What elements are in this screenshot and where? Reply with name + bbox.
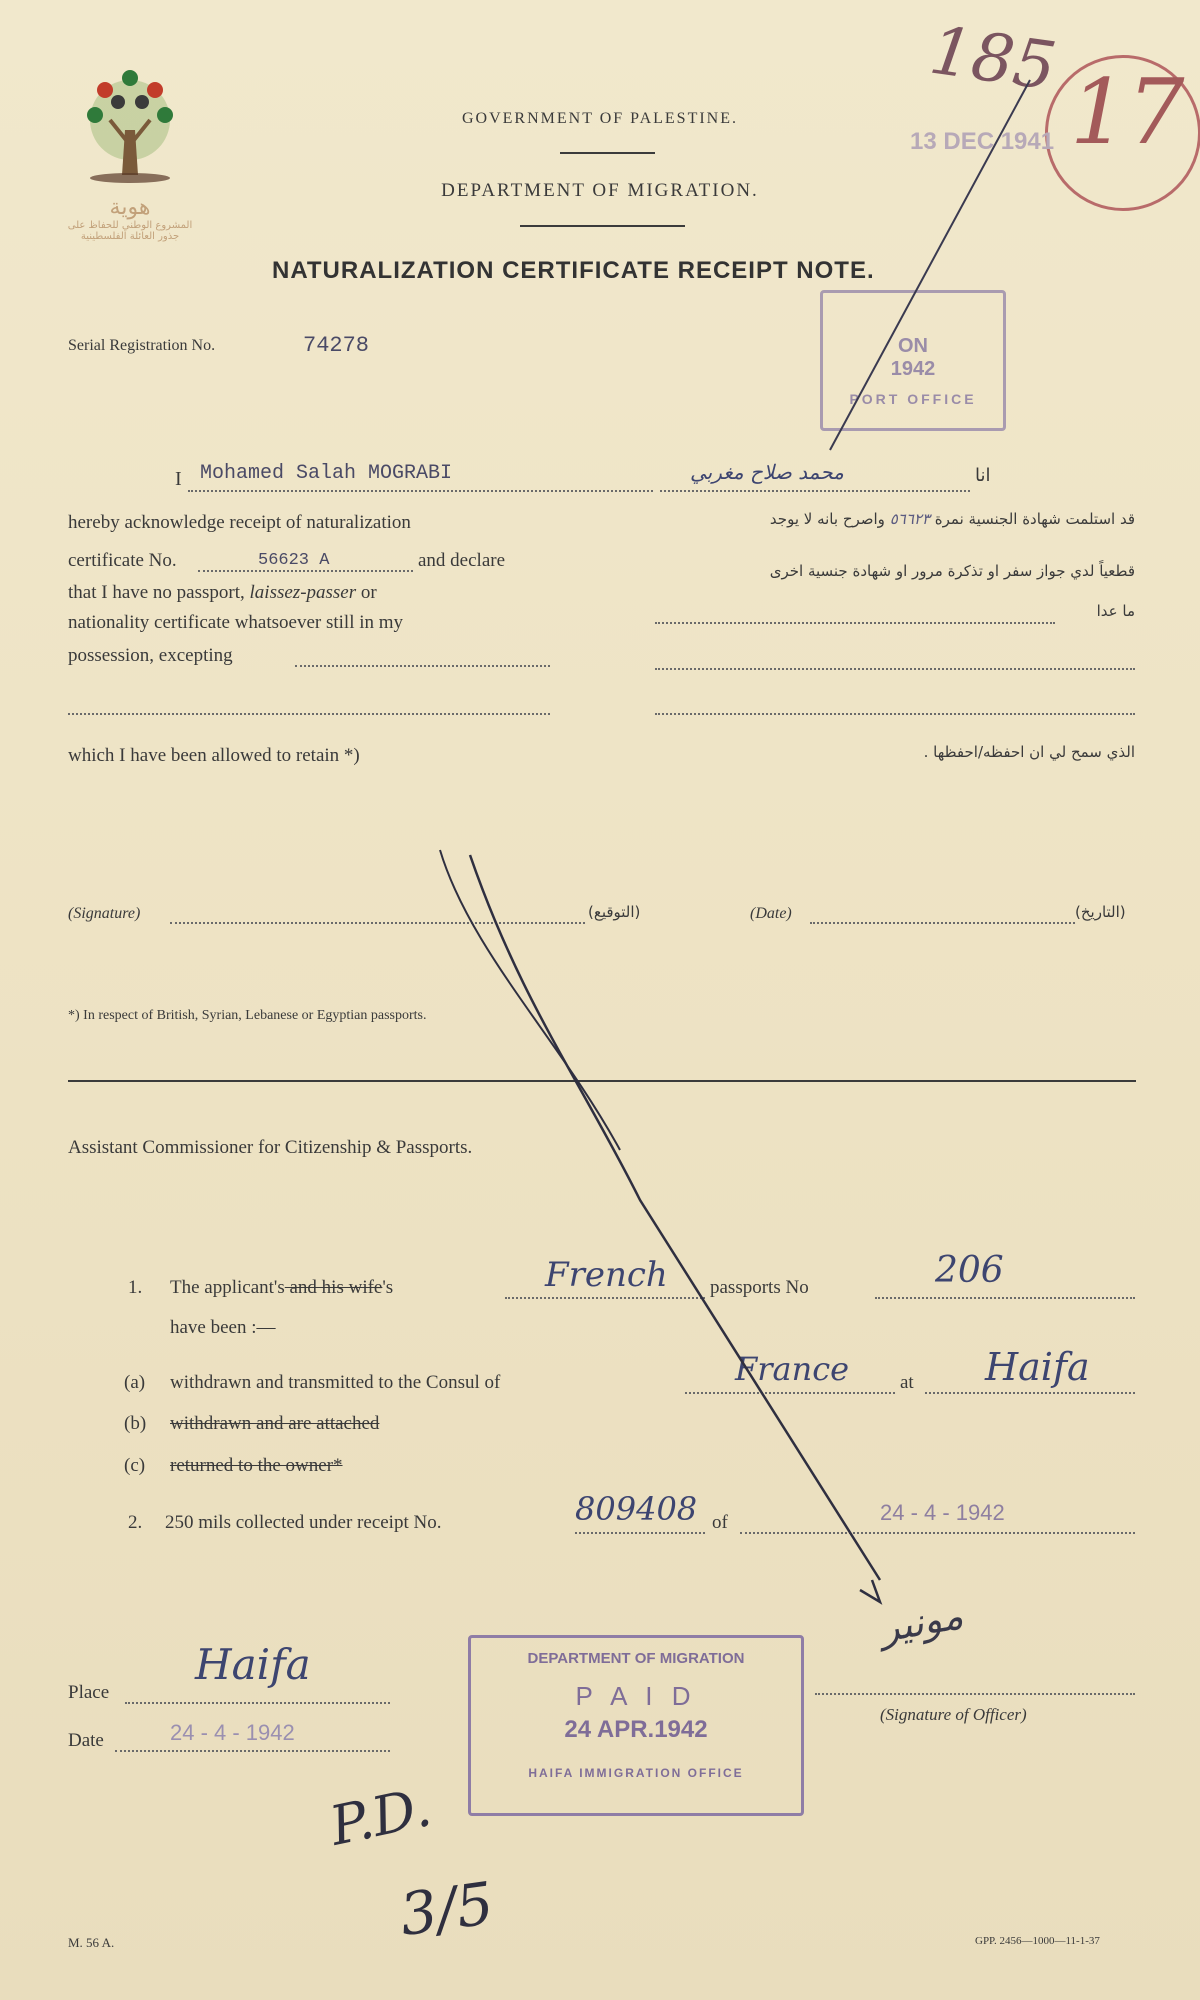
excepting-line-2 <box>68 713 550 715</box>
date-bottom-value: 24 - 4 - 1942 <box>170 1720 295 1745</box>
department-heading: DEPARTMENT OF MIGRATION. <box>441 180 759 201</box>
item1-possessive: 's <box>382 1277 394 1298</box>
paid-stamp-line3: 24 APR.1942 <box>564 1716 708 1743</box>
ana-label: انا <box>975 465 991 486</box>
laissez-passer-text: laissez-passer <box>249 582 357 603</box>
paid-stamp <box>468 1635 804 1816</box>
officer-line <box>815 1693 1135 1695</box>
decl-line-3-text: that I have no passport, <box>68 582 245 603</box>
decl-line-3-end: or <box>360 582 377 603</box>
folio-number: 3/5 <box>395 1868 498 1950</box>
place-label: Place <box>68 1682 110 1703</box>
signature-line <box>170 922 585 924</box>
name-ar-line <box>660 490 970 492</box>
receipt-date-line <box>740 1532 1135 1534</box>
applicant-name-ar: محمد صلاح مغربي <box>690 460 844 484</box>
signature-label: (Signature) <box>68 905 141 922</box>
item-a-label: (a) <box>124 1372 146 1393</box>
name-line <box>188 490 653 492</box>
item-b-text: withdrawn and are attached <box>170 1413 380 1434</box>
receipt-date: 24 - 4 - 1942 <box>880 1500 1005 1525</box>
tree-logo <box>70 50 190 190</box>
passports-no-label: passports No <box>710 1277 809 1298</box>
ar-line-3: ما عدا <box>1096 602 1135 620</box>
item2-of: of <box>712 1512 728 1533</box>
decl-line-2-suffix: and declare <box>418 550 506 571</box>
logo-caption-sub1: المشروع الوطني للحفاظ على <box>67 220 193 231</box>
place-line <box>125 1702 390 1704</box>
serial-number: 74278 <box>303 333 370 358</box>
tree-logo-icon <box>70 50 190 190</box>
item1-number: 1. <box>128 1277 143 1298</box>
logo-caption-title: هوية <box>109 195 151 220</box>
place-value: Haifa <box>195 1640 311 1689</box>
serial-label: Serial Registration No. <box>68 337 216 354</box>
document-title: NATURALIZATION CERTIFICATE RECEIPT NOTE. <box>272 257 875 284</box>
initials: P.D. <box>324 1775 437 1858</box>
port-stamp-line3: PORT OFFICE <box>849 391 977 407</box>
officer-signature: مونير <box>876 1593 967 1651</box>
ar-line-1 <box>655 510 1135 528</box>
ar-line-5-dots <box>655 713 1135 715</box>
paid-stamp-line4: HAIFA IMMIGRATION OFFICE <box>528 1766 744 1780</box>
ar-line-1-text: قد استلمت شهادة الجنسية نمرة <box>934 510 1135 528</box>
footnote: *) In respect of British, Syrian, Lebanese or Egyptian passports. <box>68 1008 427 1023</box>
item1-struck-wife: and his wife <box>284 1277 383 1298</box>
i-prefix: I <box>175 468 182 490</box>
section-rule <box>68 1080 1136 1082</box>
cert-no-line <box>198 570 413 572</box>
date-bottom-label: Date <box>68 1730 104 1751</box>
officer-label: (Signature of Officer) <box>880 1705 1027 1724</box>
applicant-name: Mohamed Salah MOGRABI <box>200 462 453 485</box>
handwritten-number: 185 <box>925 11 1061 106</box>
retain-line: which I have been allowed to retain *) <box>68 745 360 766</box>
item2-number: 2. <box>128 1512 143 1533</box>
ar-cert-no: ٥٦٦٢٣ <box>884 510 930 528</box>
receipt-no-line <box>575 1532 705 1534</box>
item-c-label: (c) <box>124 1455 146 1476</box>
ar-line-1-end: واصرح بانه لا يوجد <box>769 510 885 528</box>
decl-line-2-prefix: certificate No. <box>68 550 177 571</box>
port-stamp-line2: 1942 <box>890 358 936 380</box>
port-stamp-line1: ON <box>898 335 928 357</box>
consul-country: France <box>735 1350 850 1388</box>
header-rule-1 <box>560 152 655 154</box>
header-rule-2 <box>520 225 685 227</box>
date-label-ar: (التاريخ) <box>1075 903 1126 921</box>
decl-line-5: possession, excepting <box>68 645 233 666</box>
date-received-stamp: 13 DEC 1941 <box>910 128 1055 155</box>
item1-applicant: The applicant's <box>170 1277 285 1298</box>
ar-line-3-dots <box>655 622 1055 624</box>
nationality-value: French <box>545 1255 668 1295</box>
printer-code: GPP. 2456—1000—11-1-37 <box>975 1935 1100 1947</box>
date-line <box>810 922 1075 924</box>
receipt-number: 809408 <box>575 1490 698 1528</box>
at-label: at <box>900 1372 914 1393</box>
date-label: (Date) <box>750 905 792 922</box>
item1-text <box>170 1277 393 1299</box>
logo-caption <box>50 195 210 242</box>
at-place: Haifa <box>985 1345 1090 1389</box>
commissioner-heading: Assistant Commissioner for Citizenship & Passports. <box>68 1137 473 1158</box>
decl-line-4: nationality certificate whatsoever still in my <box>68 612 404 633</box>
item2-text: 250 mils collected under receipt No. <box>165 1512 442 1533</box>
item-b-label: (b) <box>124 1413 147 1434</box>
excepting-line <box>295 665 550 667</box>
port-office-stamp <box>820 290 1006 431</box>
item-c-text: returned to the owner* <box>170 1455 343 1476</box>
item-a-text: withdrawn and transmitted to the Consul of <box>170 1372 501 1393</box>
at-place-line <box>925 1392 1135 1394</box>
logo-caption-sub2: جذور العائلة الفلسطينية <box>80 231 180 242</box>
government-heading: GOVERNMENT OF PALESTINE. <box>461 110 738 127</box>
ar-line-4-dots <box>655 668 1135 670</box>
date-bottom-line <box>115 1750 390 1752</box>
circled-number-text: 17 <box>1070 60 1185 165</box>
signature-label-ar: (التوقيع) <box>588 903 641 921</box>
paid-stamp-line2: P A I D <box>575 1681 697 1711</box>
decl-line-1: hereby acknowledge receipt of naturalization <box>68 512 411 533</box>
consul-line <box>685 1392 895 1394</box>
passport-number: 206 <box>935 1250 1004 1291</box>
form-code: M. 56 A. <box>68 1935 115 1950</box>
nationality-line <box>505 1297 705 1299</box>
passport-no-line <box>875 1297 1135 1299</box>
certificate-number: 56623 A <box>258 551 330 570</box>
ar-retain: الذي سمح لي ان احفظه/احفظها . <box>923 743 1135 761</box>
paid-stamp-line1: DEPARTMENT OF MIGRATION <box>527 1650 745 1667</box>
item1-have-been: have been :— <box>170 1317 276 1338</box>
decl-line-3 <box>68 582 377 604</box>
ar-line-2: قطعياً لدي جواز سفر او تذكرة مرور او شهادة جنسية اخرى <box>769 562 1135 580</box>
